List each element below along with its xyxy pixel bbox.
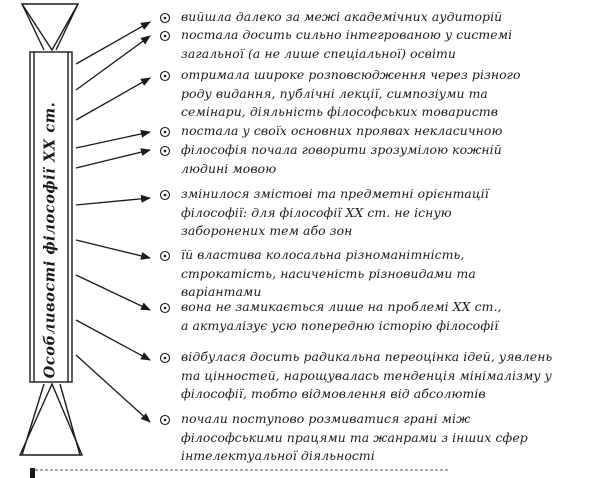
item-10-line-3: інтелектуальної діяльності — [181, 448, 375, 463]
arrow-4 — [76, 132, 150, 148]
item-10-line-1: почали поступово розмиватися грані між — [181, 411, 471, 426]
item-10 — [181, 410, 591, 466]
item-9-line-1: відбулася досить радикальна переоцінка ідей, уявлень — [181, 349, 553, 364]
bullet-dot-10 — [164, 419, 167, 422]
item-8-line-2: а актуалізує усю попередню історію філософії — [181, 317, 499, 333]
arrow-1 — [76, 22, 150, 64]
bullet-dot-3 — [164, 75, 167, 78]
item-7 — [181, 246, 591, 302]
arrow-3 — [76, 78, 150, 120]
item-2-line-1: постала досить сильно інтегрованою у системі — [181, 27, 513, 42]
item-9-line-3: філософії, тобто відмовлення від абсолютів — [181, 386, 486, 401]
item-10-line-2: філософськими працями та жанрами з інших сфер — [181, 429, 528, 445]
item-8 — [181, 298, 591, 335]
item-5-line-2: людині мовою — [181, 160, 277, 176]
arrow-6 — [76, 198, 150, 205]
item-9-line-2: та цінностей, нарощувалась тенденція мінімалізму у — [181, 367, 552, 383]
bullet-dot-5 — [164, 150, 167, 153]
item-8-line-1: вона не замикається лише на проблемі ХХ ст., — [181, 299, 502, 314]
item-3-line-3: семінари, діяльність філософських товариств — [181, 104, 499, 119]
bullet-dot-9 — [164, 357, 167, 360]
item-2 — [181, 26, 591, 63]
bottom-rule — [30, 468, 450, 478]
item-1 — [181, 8, 591, 27]
bullet-dot-1 — [164, 17, 167, 20]
bullet-group — [161, 14, 170, 425]
item-6-line-1: змінилося змістові та предметні орієнтації — [181, 186, 489, 201]
bullet-dot-4 — [164, 131, 167, 134]
bullet-dot-7 — [164, 255, 167, 258]
item-4-line-1: постала у своїх основних проявах некласичною — [181, 123, 503, 138]
item-3 — [181, 66, 591, 122]
item-7-line-1: їй властива колосальна різноманітність, — [181, 247, 465, 262]
item-2-line-2: загальної (а не лише спеціальної) освіти — [181, 45, 456, 61]
banner-bottom-ribbon — [20, 384, 82, 455]
item-6 — [181, 185, 591, 241]
item-5 — [181, 141, 591, 178]
bullet-dot-2 — [164, 35, 167, 38]
item-7-line-2: строкатість, насиченість різновидами та — [181, 265, 476, 281]
banner-top-ribbon — [22, 4, 78, 50]
banner-title: Особливості філософії ХХ ст. — [41, 101, 59, 379]
item-5-line-1: філософія почала говорити зрозумілою кожній — [181, 142, 502, 157]
arrow-7 — [76, 240, 150, 258]
arrow-10 — [76, 355, 150, 422]
item-4 — [181, 122, 591, 141]
item-9 — [181, 348, 591, 404]
arrow-8 — [76, 275, 150, 310]
arrow-group — [76, 22, 150, 422]
item-6-line-2: філософії: для філософії ХХ ст. не існую — [181, 204, 452, 220]
item-1-line-1: вийшла далеко за межі академічних аудиторій — [181, 9, 503, 24]
arrow-5 — [76, 150, 150, 168]
item-7-line-3: варіантами — [181, 284, 262, 299]
bullet-dot-8 — [164, 307, 167, 310]
bullet-dot-6 — [164, 194, 167, 197]
arrow-2 — [76, 36, 150, 90]
item-3-line-1: отримала широке розповсюдження через різного — [181, 67, 521, 82]
arrow-9 — [76, 320, 150, 360]
item-6-line-3: заборонених тем або зон — [181, 223, 353, 238]
item-3-line-2: роду видання, публічні лекції, симпозіуми та — [181, 85, 488, 101]
